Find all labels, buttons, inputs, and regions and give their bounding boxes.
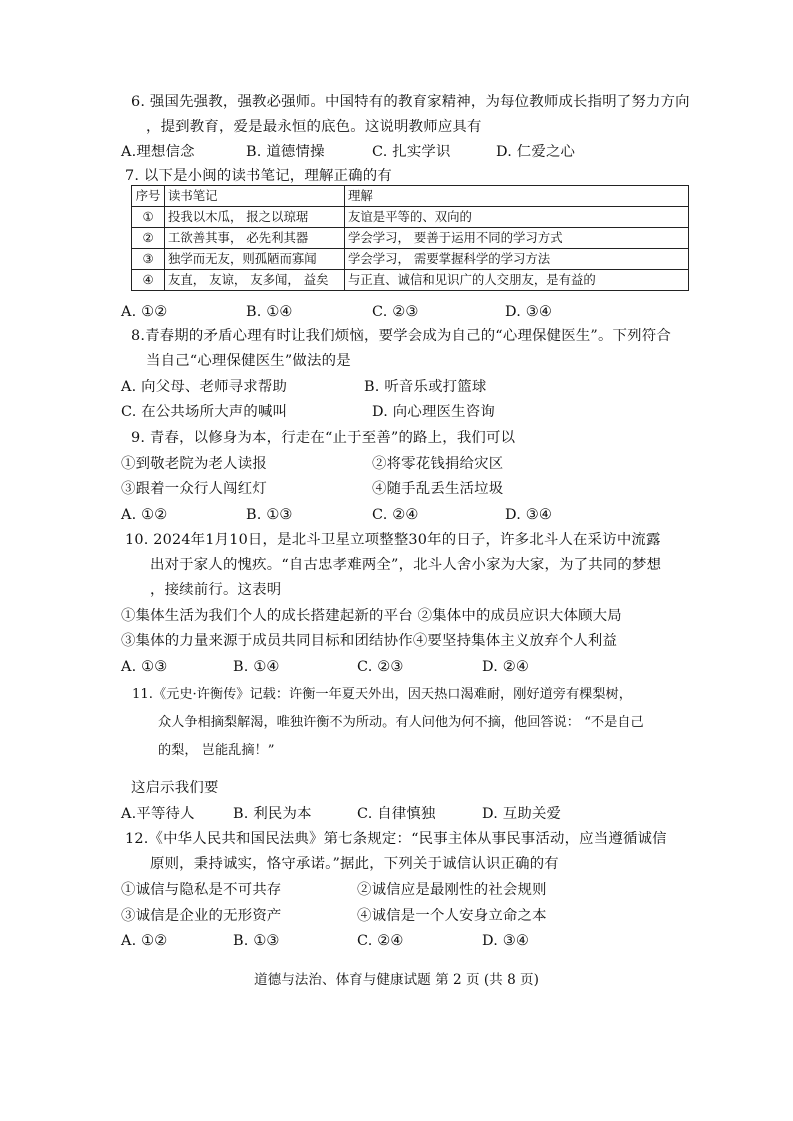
q12-stem-line2: 原则，秉持诚实，恪守承诺。”据此，下列关于诚信认识正确的有 bbox=[150, 856, 559, 872]
q12-option-c[interactable]: C. ②④ bbox=[357, 933, 404, 949]
q10-option-b[interactable]: B. ①④ bbox=[233, 659, 280, 675]
q6-option-a[interactable]: A.理想信念 bbox=[121, 144, 195, 160]
q11-stem-line4: 这启示我们要 bbox=[131, 780, 219, 796]
q6-options bbox=[0, 142, 793, 162]
q8-stem-line2: 当自己“心理保健医生”做法的是 bbox=[146, 353, 351, 369]
table-cell-note: 工欲善其事， 必先利其器 bbox=[165, 228, 345, 249]
q6-option-d[interactable]: D. 仁爱之心 bbox=[496, 144, 576, 160]
q12-stem-line1: 12.《中华人民共和国民法典》第七条规定：“民事主体从事民事活动，应当遵循诚信 bbox=[125, 831, 667, 847]
table-header-cell: 读书笔记 bbox=[165, 186, 345, 207]
table-cell-number: ④ bbox=[132, 270, 165, 291]
q12-statement-4: ④诚信是一个人安身立命之本 bbox=[357, 908, 547, 924]
q9-option-a[interactable]: A. ①② bbox=[121, 507, 168, 523]
q12-statement-1: ①诚信与隐私是不可共存 bbox=[121, 882, 282, 898]
q6-option-c[interactable]: C. 扎实学识 bbox=[372, 144, 451, 160]
table-header-cell: 理解 bbox=[345, 186, 689, 207]
page-footer: 道德与法治、体育与健康试题 第 2 页 (共 8 页) bbox=[254, 972, 539, 988]
q8-option-b[interactable]: B. 听音乐或打篮球 bbox=[364, 379, 487, 395]
q9-statement-1: ①到敬老院为老人读报 bbox=[121, 456, 267, 472]
table-cell-number: ① bbox=[132, 207, 165, 228]
q12-option-d[interactable]: D. ③④ bbox=[482, 933, 529, 949]
q8-option-a[interactable]: A. 向父母、老师寻求帮助 bbox=[121, 379, 288, 395]
table-row bbox=[132, 270, 689, 291]
q11-option-d[interactable]: D. 互助关爱 bbox=[482, 806, 562, 822]
q7-option-b[interactable]: B. ①④ bbox=[246, 304, 293, 320]
table-header-cell: 序号 bbox=[132, 186, 165, 207]
table-cell-understanding: 学会学习， 要善于运用不同的学习方式 bbox=[345, 228, 689, 249]
q6-stem-line2: ，提到教育，爱是最永恒的底色。这说明教师应具有 bbox=[146, 119, 482, 135]
q11-option-b[interactable]: B. 利民为本 bbox=[233, 806, 312, 822]
q12-statements-row2 bbox=[0, 906, 793, 926]
q7-options bbox=[0, 302, 793, 322]
q9-statements-row1 bbox=[0, 454, 793, 474]
q9-statement-2: ②将零花钱捐给灾区 bbox=[372, 456, 504, 472]
q8-options-row1 bbox=[0, 377, 793, 397]
q12-statement-3: ③诚信是企业的无形资产 bbox=[121, 908, 282, 924]
q8-option-d[interactable]: D. 向心理医生咨询 bbox=[372, 404, 495, 420]
table-row bbox=[132, 228, 689, 249]
q8-options-row2 bbox=[0, 402, 793, 422]
q10-stem-line2: 出对于家人的愧疚。“自古忠孝难两全”，北斗人舍小家为大家，为了共同的梦想 bbox=[150, 557, 662, 573]
q9-statements-row2 bbox=[0, 479, 793, 499]
table-cell-understanding: 与正直、诚信和见识广的人交朋友，是有益的 bbox=[345, 270, 689, 291]
q10-options bbox=[0, 657, 793, 677]
table-cell-number: ② bbox=[132, 228, 165, 249]
q10-stem-line1: 10. 2024年1月10日，是北斗卫星立项整整30年的日子，许多北斗人在采访中流露 bbox=[125, 532, 661, 548]
q8-option-c[interactable]: C. 在公共场所大声的喊叫 bbox=[121, 404, 288, 420]
table-cell-note: 独学而无友，则孤陋而寡闻 bbox=[165, 249, 345, 270]
q12-statements-row1 bbox=[0, 880, 793, 900]
table-cell-note: 友直， 友谅， 友多闻， 益矣 bbox=[165, 270, 345, 291]
q11-options bbox=[0, 804, 793, 824]
q10-statements-1-2: ①集体生活为我们个人的成长搭建起新的平台 ②集体中的成员应识大体顾大局 bbox=[121, 608, 622, 624]
q12-options bbox=[0, 931, 793, 951]
table-cell-note: 投我以木瓜， 报之以琼琚 bbox=[165, 207, 345, 228]
q9-option-b[interactable]: B. ①③ bbox=[246, 507, 293, 523]
q7-stem: 7. 以下是小闽的读书笔记，理解正确的有 bbox=[125, 168, 392, 184]
q9-statement-4: ④随手乱丢生活垃圾 bbox=[372, 481, 504, 497]
q7-option-c[interactable]: C. ②③ bbox=[372, 304, 419, 320]
q7-option-d[interactable]: D. ③④ bbox=[505, 304, 552, 320]
q6-stem-line1: 6. 强国先强教，强教必强师。中国特有的教育家精神，为每位教师成长指明了努力方向 bbox=[131, 94, 690, 110]
q6-option-b[interactable]: B. 道德情操 bbox=[246, 144, 325, 160]
q10-statements-3-4: ③集体的力量来源于成员共同目标和团结协作④要坚持集体主义放弃个人利益 bbox=[121, 633, 618, 649]
q11-stem-line3: 的梨， 岂能乱摘！” bbox=[158, 743, 275, 758]
table-cell-number: ③ bbox=[132, 249, 165, 270]
q11-stem-line2: 众人争相摘梨解渴，唯独许衡不为所动。有人问他为何不摘，他回答说： “不是自己 bbox=[158, 715, 644, 730]
q11-stem-line1: 11.《元史·许衡传》记载：许衡一年夏天外出，因天热口渴难耐，刚好道旁有棵梨树， bbox=[132, 687, 632, 702]
q10-option-a[interactable]: A. ①③ bbox=[121, 659, 168, 675]
q9-option-d[interactable]: D. ③④ bbox=[505, 507, 552, 523]
q10-option-c[interactable]: C. ②③ bbox=[357, 659, 404, 675]
q12-statement-2: ②诚信应是最刚性的社会规则 bbox=[357, 882, 547, 898]
q12-option-a[interactable]: A. ①② bbox=[121, 933, 168, 949]
q9-statement-3: ③跟着一众行人闯红灯 bbox=[121, 481, 267, 497]
q9-stem: 9. 青春，以修身为本，行走在“止于至善”的路上，我们可以 bbox=[131, 430, 516, 446]
reading-notes-table bbox=[131, 185, 689, 291]
table-row bbox=[132, 207, 689, 228]
q9-options bbox=[0, 505, 793, 525]
table-header-row bbox=[132, 186, 689, 207]
table-cell-understanding: 学会学习， 需要掌握科学的学习方法 bbox=[345, 249, 689, 270]
table-cell-understanding: 友谊是平等的、双向的 bbox=[345, 207, 689, 228]
q10-stem-line3: ，接续前行。这表明 bbox=[150, 582, 282, 598]
table-row bbox=[132, 249, 689, 270]
q9-option-c[interactable]: C. ②④ bbox=[372, 507, 419, 523]
q8-stem-line1: 8.青春期的矛盾心理有时让我们烦恼，要学会成为自己的“心理保健医生”。下列符合 bbox=[131, 328, 671, 344]
q11-option-a[interactable]: A.平等待人 bbox=[121, 806, 195, 822]
q10-option-d[interactable]: D. ②④ bbox=[482, 659, 529, 675]
q11-option-c[interactable]: C. 自律慎独 bbox=[357, 806, 436, 822]
q7-option-a[interactable]: A. ①② bbox=[121, 304, 168, 320]
q12-option-b[interactable]: B. ①③ bbox=[233, 933, 280, 949]
